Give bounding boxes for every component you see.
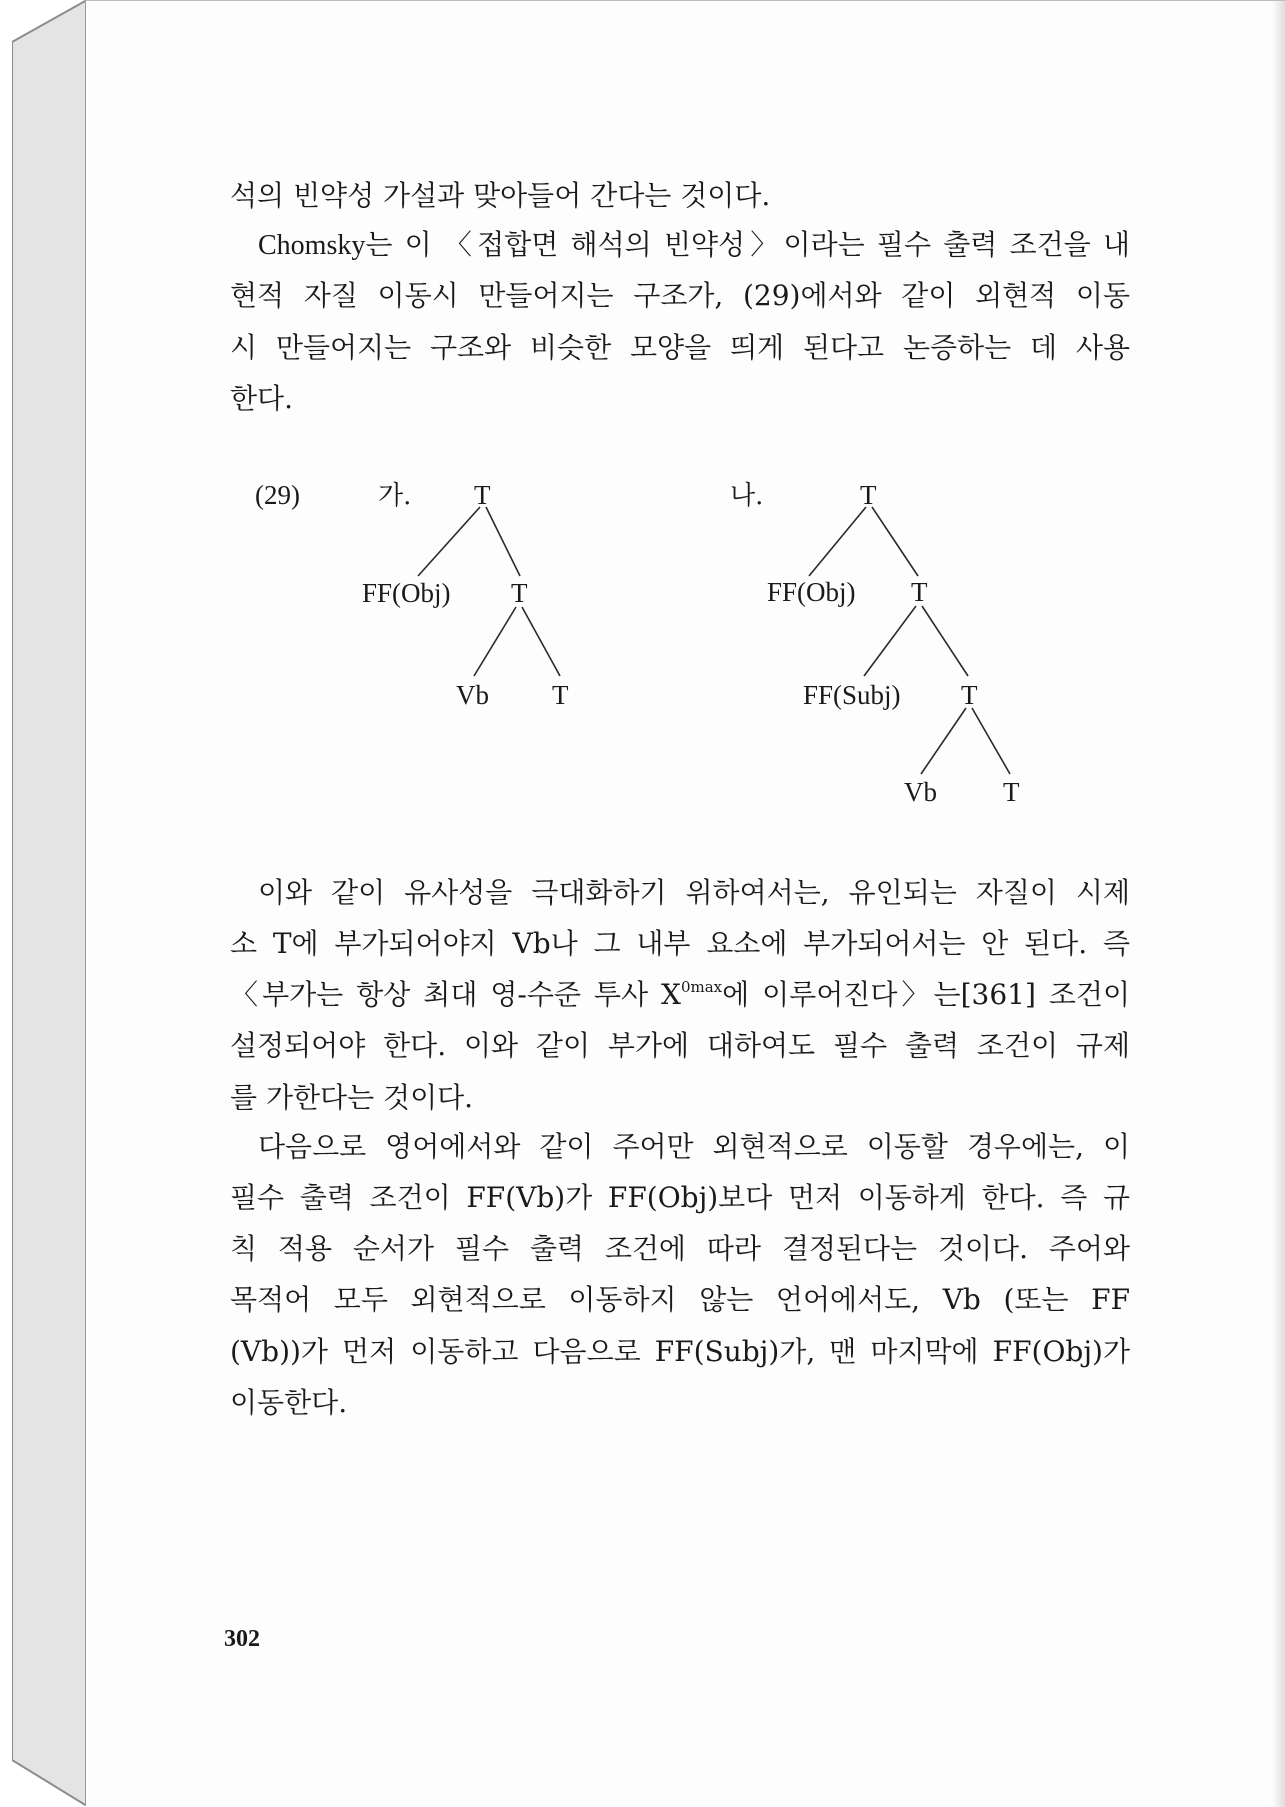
text-line: 설정되어야 한다. 이와 같이 부가에 대하여도 필수 출력 조건이 규제: [230, 1029, 1130, 1062]
text-line: 이와 같이 유사성을 극대화하기 위하여서는, 유인되는 자질이 시제: [258, 876, 1130, 909]
tree-a-root: T: [474, 480, 491, 510]
tree-b-node-vb: Vb: [904, 777, 937, 807]
tree-a-node-vb: Vb: [456, 680, 489, 710]
tree-b-node-t2: T: [961, 680, 978, 710]
text-line: 필수 출력 조건이 FF(Vb)가 FF(Obj)보다 먼저 이동하게 한다. 즉 규: [230, 1181, 1130, 1214]
text-line-with-superscript: [230, 977, 1130, 1013]
text-line: 한다.: [230, 382, 293, 415]
text-line: 석의 빈약성 가설과 맞아들어 간다는 것이다.: [230, 179, 771, 212]
tree-b-root: T: [860, 480, 877, 510]
text-line: 현적 자질 이동시 만들어지는 구조가, (29)에서와 같이 외현적 이동: [230, 279, 1130, 312]
text-line: 칙 적용 순서가 필수 출력 조건에 따라 결정된다는 것이다. 주어와: [230, 1232, 1130, 1265]
text-line: (Vb))가 먼저 이동하고 다음으로 FF(Subj)가, 맨 마지막에 FF(Obj)가: [230, 1335, 1130, 1368]
tree-a-node-t: T: [511, 578, 528, 608]
tree-b-node-t: T: [911, 577, 928, 607]
text-line: 소 T에 부가되어야지 Vb나 그 내부 요소에 부가되어서는 안 된다. 즉: [230, 927, 1130, 960]
text-line: Chomsky는 이 〈접합면 해석의 빈약성〉이라는 필수 출력 조건을 내: [258, 230, 1130, 261]
text-line: 다음으로 영어에서와 같이 주어만 외현적으로 이동할 경우에는, 이: [258, 1130, 1130, 1163]
text-span: 에 이루어진다〉는[361] 조건이: [722, 978, 1130, 1011]
example-number: (29): [255, 480, 300, 510]
text-line: 목적어 모두 외현적으로 이동하지 않는 언어에서도, Vb (또는 FF: [230, 1283, 1130, 1316]
tree-b-node-t-leaf: T: [1003, 777, 1020, 807]
page-number: 302: [224, 1626, 260, 1652]
text-line: 시 만들어지는 구조와 비슷한 모양을 띄게 된다고 논증하는 데 사용: [230, 331, 1130, 364]
tree-b-node-ffsubj: FF(Subj): [803, 680, 901, 710]
superscript-0max: 0max: [680, 978, 723, 996]
tree-a-node-t-leaf: T: [552, 680, 569, 710]
text-line: 이동한다.: [230, 1386, 348, 1419]
book-spine: [12, 0, 87, 1806]
page-edge-shadow: [1271, 1, 1285, 1807]
tree-a-label: 가.: [378, 481, 412, 511]
tree-a-node-ffobj: FF(Obj): [362, 578, 451, 608]
tree-b-node-ffobj: FF(Obj): [767, 577, 856, 607]
text-line: 를 가한다는 것이다.: [230, 1081, 474, 1114]
tree-b-label: 나.: [730, 481, 764, 511]
text-span: 〈부가는 항상 최대 영-수준 투사 X: [230, 978, 681, 1011]
